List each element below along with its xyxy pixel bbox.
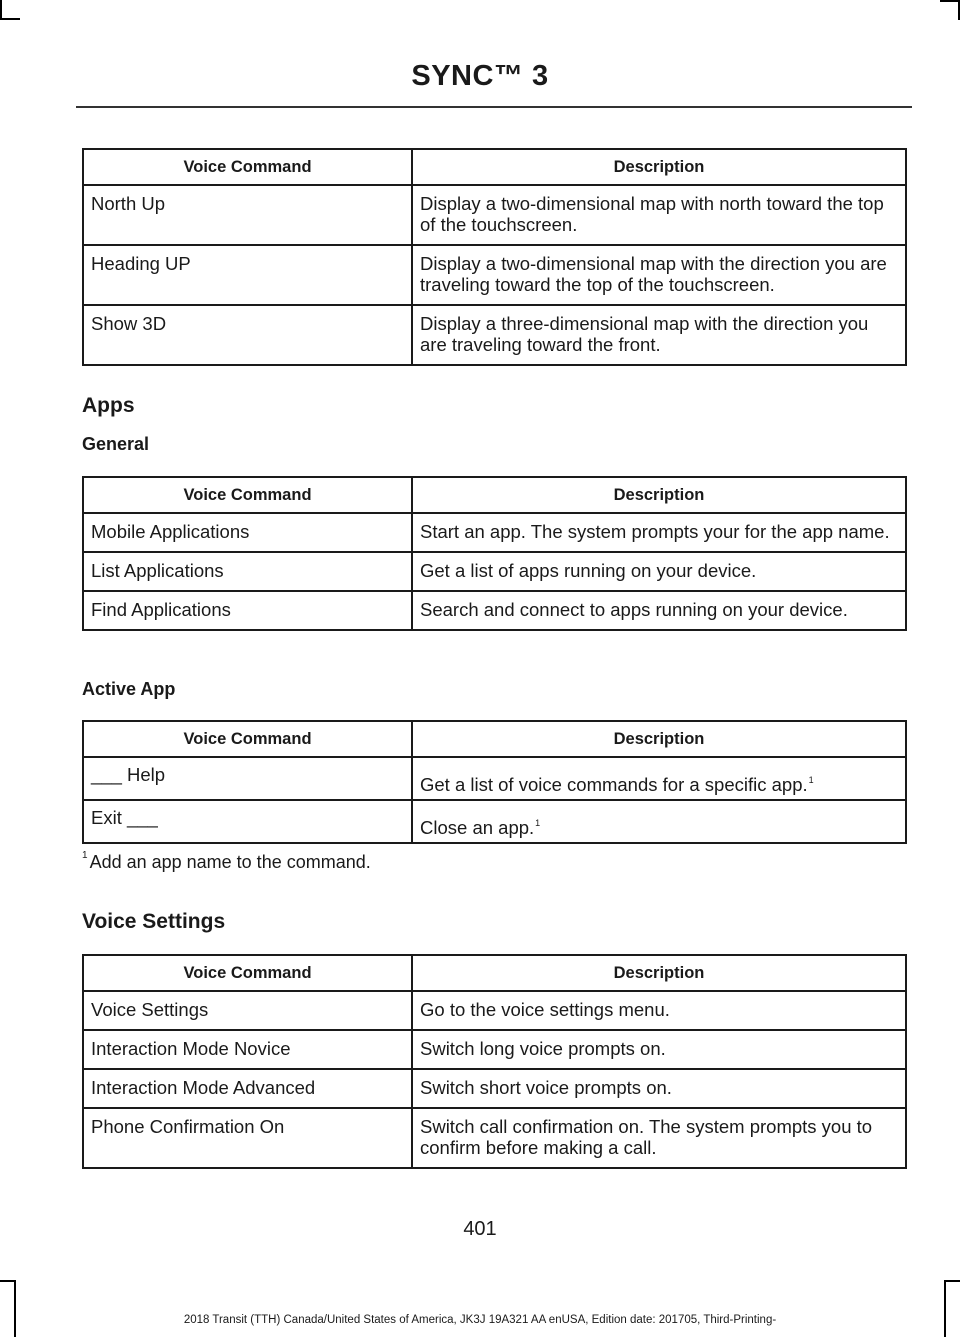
description-cell: Display a three-dimensional map with the direction you are traveling toward the front. <box>412 305 906 365</box>
footnote-text: Add an app name to the command. <box>89 852 371 872</box>
page-title: SYNC™ 3 <box>411 60 549 92</box>
voice-command-cell: Voice Settings <box>83 991 412 1030</box>
active-app-table <box>82 720 907 844</box>
subsection-heading-general: General <box>82 434 150 454</box>
voice-command-cell: Phone Confirmation On <box>83 1108 412 1168</box>
voice-command-cell: Interaction Mode Novice <box>83 1030 412 1069</box>
table-row <box>83 513 906 552</box>
description-cell: Display a two-dimensional map with north toward the top of the touchscreen. <box>412 185 906 245</box>
navigation-commands-table <box>82 148 907 366</box>
table-footnote <box>82 852 371 873</box>
column-header-description: Description <box>412 149 906 185</box>
page-number: 401 <box>463 1218 497 1240</box>
column-header-description: Description <box>412 955 906 991</box>
column-header-voice-command: Voice Command <box>83 721 412 757</box>
table-row <box>83 245 906 305</box>
crop-mark <box>944 1280 946 1337</box>
column-header-voice-command: Voice Command <box>83 477 412 513</box>
table-row <box>83 185 906 245</box>
table-row <box>83 1030 906 1069</box>
description-cell: Switch short voice prompts on. <box>412 1069 906 1108</box>
table-header-row <box>83 477 906 513</box>
table-row <box>83 591 906 630</box>
crop-mark <box>940 0 960 2</box>
table-row <box>83 1108 906 1168</box>
column-header-description: Description <box>412 477 906 513</box>
crop-mark <box>14 1280 16 1337</box>
crop-mark <box>0 1280 14 1282</box>
description-text: Get a list of voice commands for a specific app. <box>420 774 808 795</box>
description-cell: Switch long voice prompts on. <box>412 1030 906 1069</box>
voice-command-cell: List Applications <box>83 552 412 591</box>
column-header-voice-command: Voice Command <box>83 955 412 991</box>
footnote-marker: 1 <box>82 850 88 861</box>
voice-command-cell: Interaction Mode Advanced <box>83 1069 412 1108</box>
description-cell: Start an app. The system prompts your for the app name. <box>412 513 906 552</box>
table-header-row <box>83 955 906 991</box>
section-heading-voice-settings: Voice Settings <box>82 910 226 933</box>
voice-command-cell: North Up <box>83 185 412 245</box>
column-header-voice-command: Voice Command <box>83 149 412 185</box>
description-cell: Search and connect to apps running on your device. <box>412 591 906 630</box>
crop-mark <box>0 0 2 20</box>
description-cell: Switch call confirmation on. The system prompts you to confirm before making a call. <box>412 1108 906 1168</box>
voice-settings-table <box>82 954 907 1169</box>
voice-command-cell: Exit ___ <box>83 800 412 843</box>
description-cell: Get a list of apps running on your device. <box>412 552 906 591</box>
table-header-row <box>83 721 906 757</box>
description-cell: Go to the voice settings menu. <box>412 991 906 1030</box>
description-cell <box>412 757 906 800</box>
voice-command-cell: ___ Help <box>83 757 412 800</box>
footnote-reference: 1 <box>808 775 814 785</box>
subsection-heading-active-app: Active App <box>82 679 176 699</box>
voice-command-cell: Show 3D <box>83 305 412 365</box>
table-row <box>83 800 906 843</box>
column-header-description: Description <box>412 721 906 757</box>
voice-command-cell: Mobile Applications <box>83 513 412 552</box>
table-row <box>83 1069 906 1108</box>
crop-mark <box>944 1280 960 1282</box>
table-row <box>83 552 906 591</box>
section-heading-apps: Apps <box>82 394 135 417</box>
voice-command-cell: Heading UP <box>83 245 412 305</box>
table-row <box>83 991 906 1030</box>
table-header-row <box>83 149 906 185</box>
description-cell: Display a two-dimensional map with the direction you are traveling toward the top of the touchscreen. <box>412 245 906 305</box>
table-row <box>83 757 906 800</box>
header-divider <box>76 106 912 108</box>
voice-command-cell: Find Applications <box>83 591 412 630</box>
crop-mark <box>0 18 20 20</box>
footer-edition-info: 2018 Transit (TTH) Canada/United States of America, JK3J 19A321 AA enUSA, Edition date: 201705, Third-Printing- <box>183 1314 777 1326</box>
description-cell <box>412 800 906 843</box>
general-apps-table <box>82 476 907 631</box>
footnote-reference: 1 <box>535 818 541 828</box>
description-text: Close an app. <box>420 817 535 838</box>
table-row <box>83 305 906 365</box>
